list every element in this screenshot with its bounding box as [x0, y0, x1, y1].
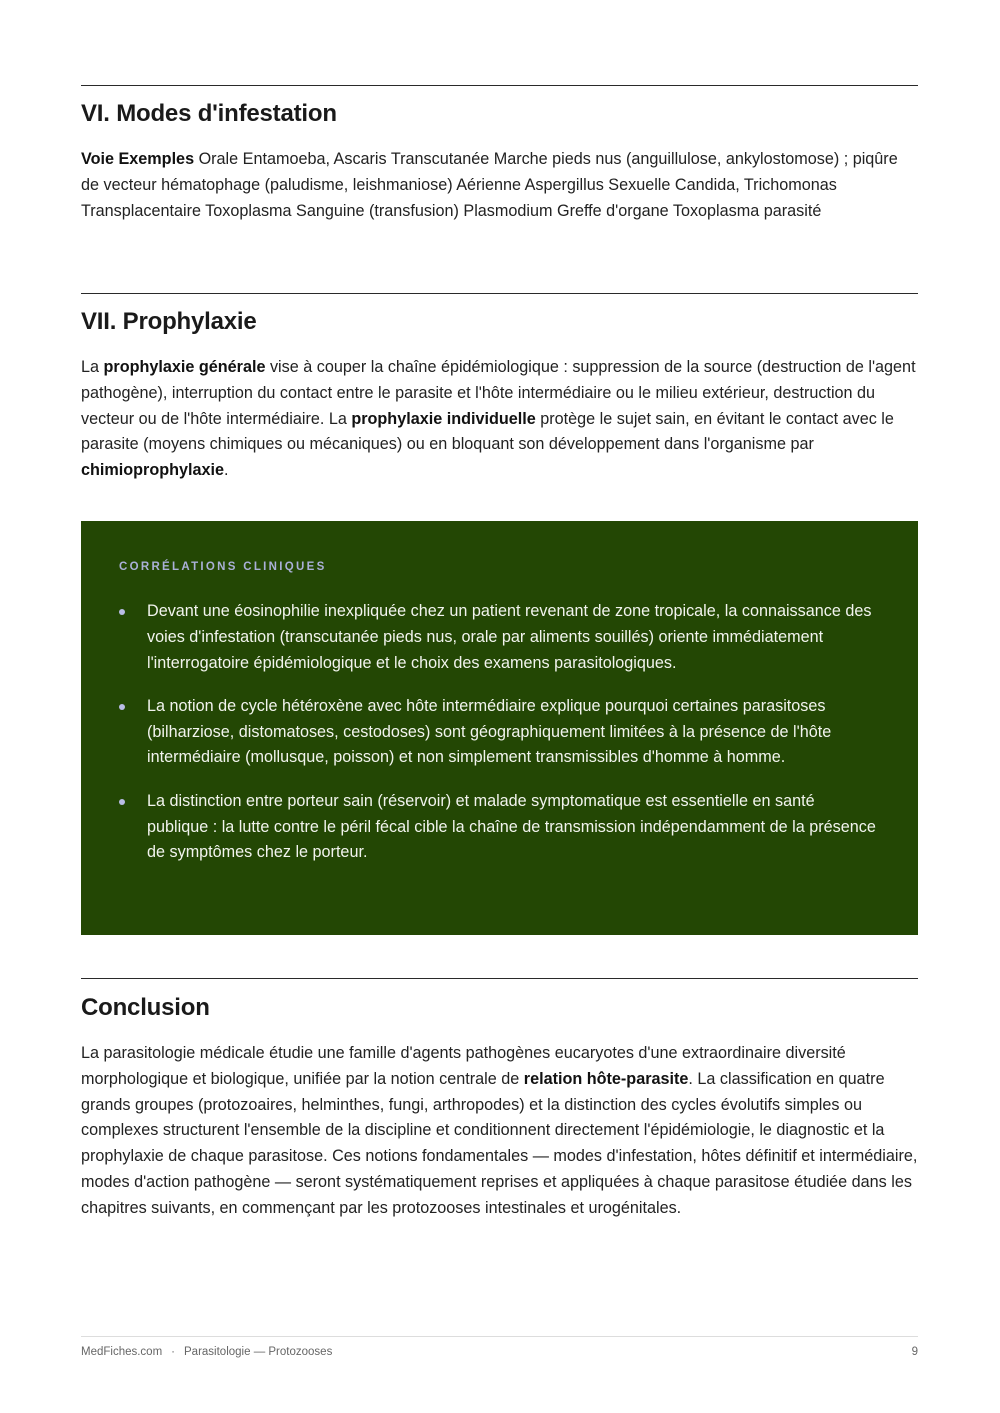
section-divider — [81, 978, 918, 979]
page-footer — [81, 1336, 918, 1358]
bold-term: prophylaxie individuelle — [351, 409, 536, 428]
section-paragraph: Voie Exemples Orale Entamoeba, Ascaris Transcutanée Marche pieds nus (anguillulose, ankylostomose) ; piqûre de vecteur hématophage (paludisme, leishmaniose) Aérienne Aspergillus Sexuelle Candida, Trichomonas Transplacentaire Toxoplasma Sanguine (transfusion) Plasmodium Greffe d'organe Toxoplasma parasité — [81, 150, 898, 220]
correlations-list — [119, 599, 880, 866]
bold-term: relation hôte-parasite — [523, 1069, 689, 1088]
callout-title: CORRÉLATIONS CLINIQUES — [119, 561, 327, 573]
section-divider — [81, 293, 918, 294]
section-paragraph: La prophylaxie générale vise à couper la chaîne épidémiologique : suppression de la source (destruction de l'agent pathogène), interruption du contact entre le parasite et l'hôte intermédiaire ou le milieu extérieur, destruction du vecteur ou de l'hôte intermédiaire. La prophylaxie individuelle protège le sujet sain, en évitant le contact avec le parasite (moyens chimiques ou mécaniques) ou en bloquant son développement dans l'organisme par chimioprophylaxie. — [81, 358, 916, 480]
footer-site-link[interactable]: MedFiches.com — [81, 1346, 163, 1358]
section-title: VII. Prophylaxie — [81, 308, 257, 335]
section-title: Conclusion — [81, 994, 210, 1021]
footer-course: Parasitologie — Protozooses — [184, 1346, 333, 1358]
bullet-icon — [119, 609, 125, 615]
section-conclusion — [81, 978, 918, 1222]
bullet-icon — [119, 704, 125, 710]
section-divider — [81, 85, 918, 86]
bold-term: chimioprophylaxie — [81, 461, 225, 480]
clinical-correlations-box — [81, 521, 918, 935]
list-item: La notion de cycle hétéroxène avec hôte intermédiaire explique pourquoi certaines parasitoses (bilharziose, distomatoses, cestodoses) sont géographiquement limitées à la présence de l'hôte intermédiaire (mollusque, poisson) et non simplement transmissibles d'homme à homme. — [119, 694, 880, 771]
bullet-icon — [119, 799, 125, 805]
page-number: 9 — [911, 1346, 918, 1358]
section-prophylaxie — [81, 293, 918, 484]
footer-left — [81, 1346, 332, 1358]
list-item: Devant une éosinophilie inexpliquée chez un patient revenant de zone tropicale, la connaissance des voies d'infestation (transcutanée pieds nus, orale par aliments souillés) oriente immédiatement l'interrogatoire épidémiologique et le choix des examens parasitologiques. — [119, 599, 880, 676]
list-item: La distinction entre porteur sain (réservoir) et malade symptomatique est essentielle en santé publique : la lutte contre le péril fécal cible la chaîne de transmission indépendamment de la présence de symptômes chez le porteur. — [119, 789, 880, 866]
bold-term: prophylaxie générale — [103, 358, 266, 376]
section-modes-infestation — [81, 85, 918, 224]
section-paragraph: La parasitologie médicale étudie une famille d'agents pathogènes eucaryotes d'une extraordinaire diversité morphologique et biologique, unifiée par la notion centrale de relation hôte-parasite. La classification en quatre grands groupes (protozoaires, helminthes, fungi, arthropodes) et la distinction des cycles évolutifs simples ou complexes structurent l'ensemble de la discipline et conditionnent directement l'épidémiologie, le diagnostic et la prophylaxie de chaque parasitose. Ces notions fondamentales — modes d'infestation, hôtes définitif et intermédiaire, modes d'action pathogène — seront systématiquement reprises et appliquées à chaque parasitose étudiée dans les chapitres suivants, en commençant par les protozooses intestinales et urogénitales. — [81, 1044, 918, 1217]
footer-separator: · — [171, 1346, 176, 1358]
section-title: VI. Modes d'infestation — [81, 100, 337, 127]
bold-term: Voie Exemples — [81, 150, 195, 168]
